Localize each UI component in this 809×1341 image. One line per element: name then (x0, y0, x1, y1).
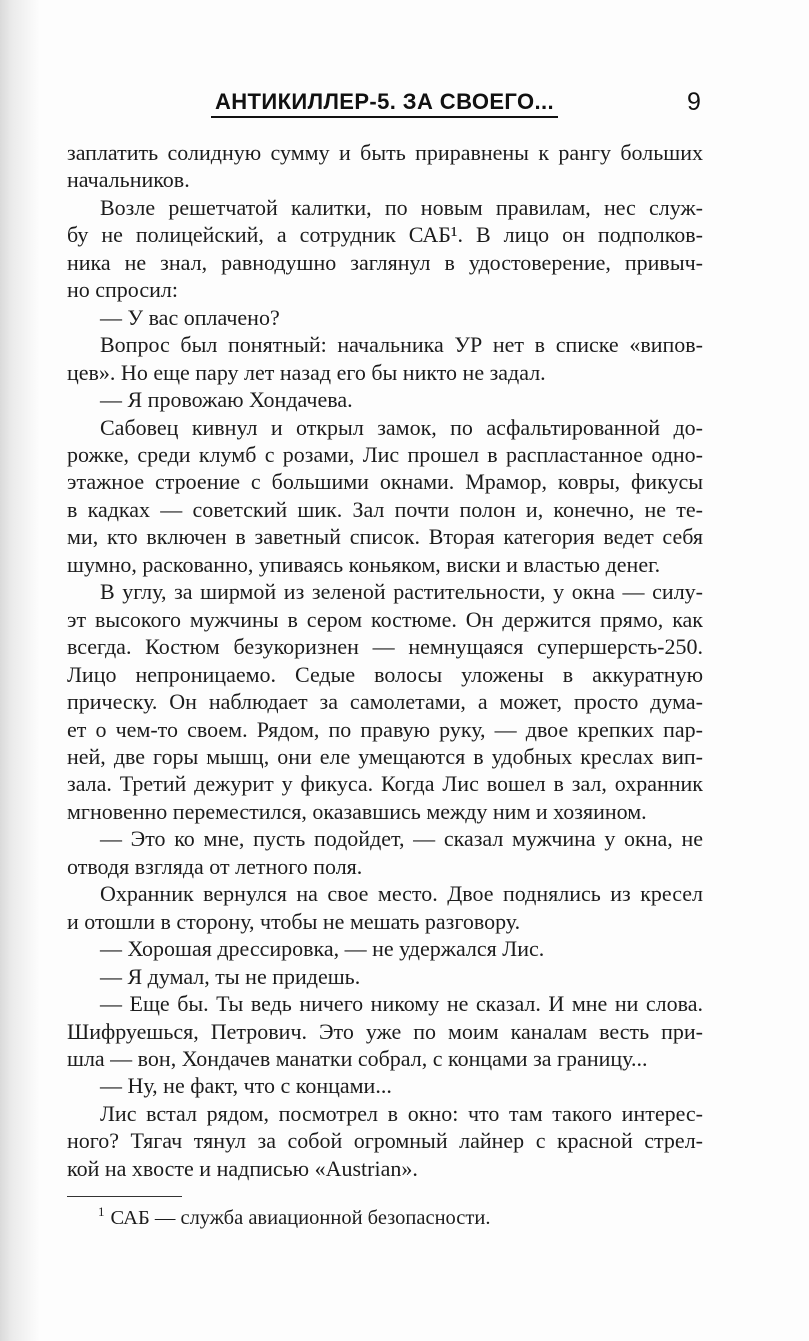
paragraph (67, 386, 703, 413)
text-line: кой на хвосте и надписью «Austrian». (67, 1155, 418, 1181)
text-line: цев». Но еще пару лет назад его бы никто не задал. (67, 359, 546, 385)
footnote-text: САБ — служба авиационной безопасности. (110, 1207, 491, 1229)
text-line: ного? Тягач тянул за собой огромный лайнер с красной стрел- (67, 1128, 703, 1154)
paragraph (67, 935, 703, 962)
text-line: мгновенно переместился, оказавшись между ним и хозяином. (67, 798, 647, 824)
text-line: Сабовец кивнул и открыл замок, по асфальтированной до- (100, 414, 703, 440)
text-line: и отошли в сторону, чтобы не мешать разговору. (67, 908, 521, 934)
text-line: начальников. (67, 167, 190, 193)
page-edge-shadow (0, 0, 40, 1341)
paragraph (67, 990, 703, 1072)
text-line: в кадках — советский шик. Зал почти полон и, конечно, не те- (67, 496, 703, 522)
text-line: всегда. Костюм безукоризнен — немнущаяся супершерсть-250. (67, 634, 703, 660)
text-line: ника не знал, равнодушно заглянул в удостоверение, привыч- (67, 249, 703, 275)
text-line: Вопрос был понятный: начальника УР нет в списке «випов- (100, 332, 703, 358)
text-line: шумно, раскованно, упиваясь коньяком, виски и властью денег. (67, 551, 661, 577)
text-line: — Это ко мне, пусть подойдет, — сказал мужчина у окна, не (100, 826, 703, 852)
text-line: этажное строение с большими окнами. Мрамор, ковры, фикусы (67, 469, 703, 495)
text-line: Возле решетчатой калитки, по новым правилам, нес служ- (100, 194, 703, 220)
text-line: — Хорошая дрессировка, — не удержался Лис. (100, 936, 545, 962)
footnote-marker: 1 (98, 1204, 105, 1219)
text-line: прическу. Он наблюдает за самолетами, а может, просто дума- (67, 689, 703, 715)
text-line: — Еще бы. Ты ведь ничего никому не сказал. И мне ни слова. (100, 991, 703, 1017)
text-line: ней, две горы мышц, они еле умещаются в удобных креслах вип- (67, 743, 703, 769)
text-line: ет о чем-то своем. Рядом, по правую руку, — двое крепких пар- (67, 716, 703, 742)
paragraph (67, 1100, 703, 1182)
page-number: 9 (687, 88, 701, 116)
paragraph (67, 578, 703, 825)
text-line: — Я провожаю Хондачева. (100, 387, 353, 413)
text-line: Охранник вернулся на свое место. Двое поднялись из кресел (100, 881, 703, 907)
paragraph (67, 963, 703, 990)
body-text (67, 139, 703, 1182)
text-line: отводя взгляда от летного поля. (67, 853, 363, 879)
paragraph (67, 194, 703, 304)
paragraph (67, 331, 703, 386)
text-line: эт высокого мужчины в сером костюме. Он держится прямо, как (67, 606, 703, 632)
text-line: заплатить солидную сумму и быть приравнены к рангу больших (67, 140, 703, 165)
text-line: Лицо непроницаемо. Седые волосы уложены в аккуратную (67, 661, 703, 687)
text-line: зала. Третий дежурит у фикуса. Когда Лис вошел в зал, охранник (67, 771, 703, 797)
text-line: но спросил: (67, 277, 178, 303)
paragraph (67, 880, 703, 935)
text-line: ми, кто включен в заветный список. Вторая категория ведет себя (67, 524, 703, 550)
text-line: — У вас оплачено? (100, 304, 280, 330)
text-line: — Ну, не факт, что с концами... (100, 1073, 392, 1099)
text-line: шла — вон, Хондачев манатки собрал, с концами за границу... (67, 1045, 648, 1071)
text-line: Шифруешься, Петрович. Это уже по моим каналам весть при- (67, 1018, 703, 1044)
paragraph (67, 139, 703, 194)
footnote-separator (67, 1196, 182, 1197)
paragraph (67, 414, 703, 579)
running-title: АНТИКИЛЛЕР-5. ЗА СВОЕГО... (211, 88, 558, 118)
paragraph (67, 304, 703, 331)
text-line: — Я думал, ты не придешь. (100, 963, 361, 989)
text-line: В углу, за ширмой из зеленой растительности, у окна — силу- (100, 579, 703, 605)
text-line: бу не полицейский, а сотрудник САБ¹. В лицо он подполков- (67, 222, 703, 248)
paragraph (67, 1072, 703, 1099)
text-line: рожке, среди клумб с розами, Лис прошел в распластанное одно- (67, 441, 703, 467)
paragraph (67, 825, 703, 880)
text-line: Лис встал рядом, посмотрел в окно: что там такого интерес- (100, 1100, 703, 1126)
footnote (98, 1205, 490, 1233)
